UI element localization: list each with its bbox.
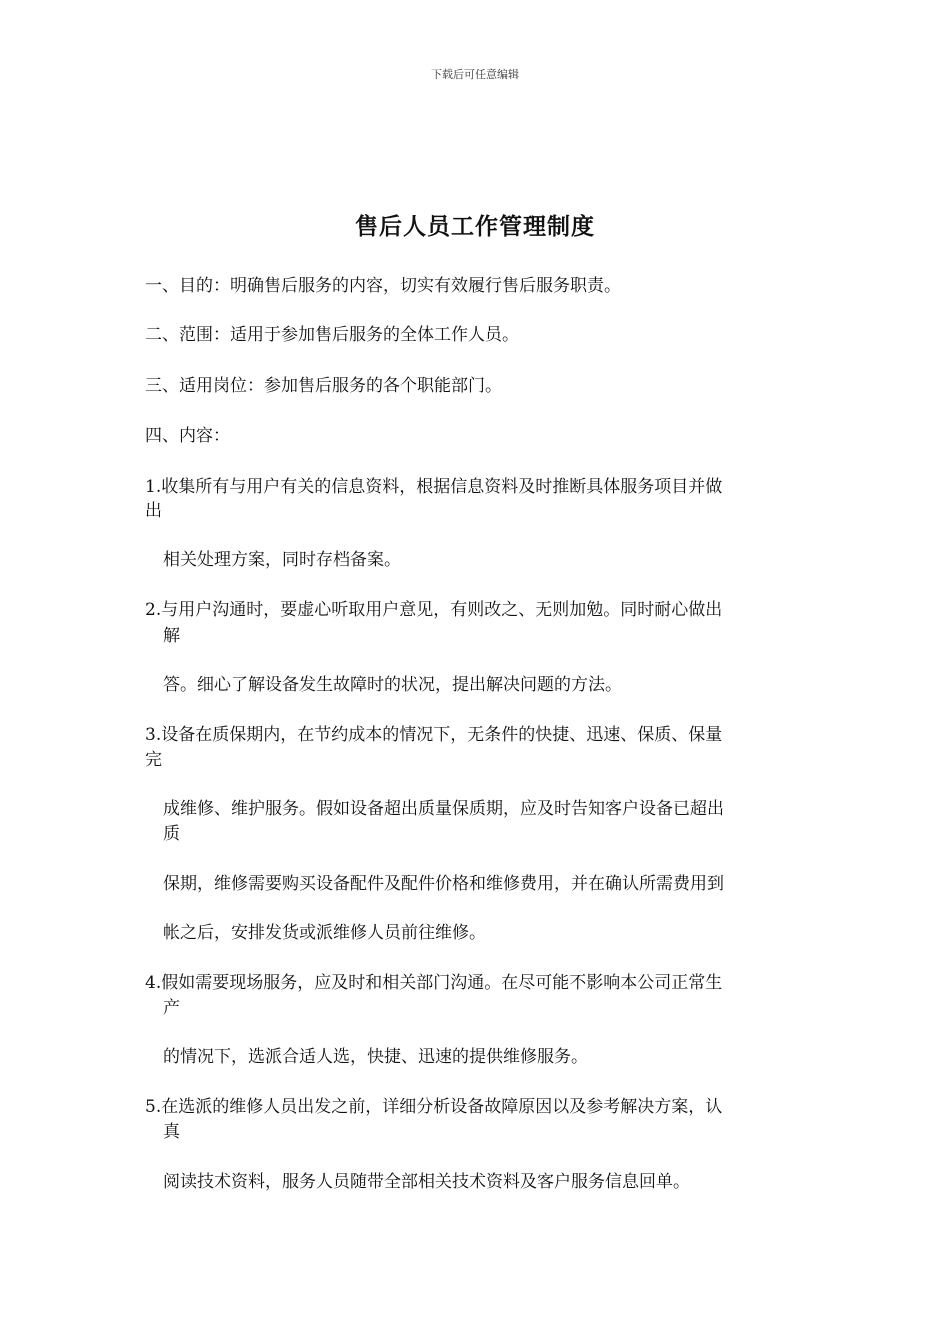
- item-3-line: 3.设备在质保期内，在节约成本的情况下，无条件的快捷、迅速、保质、保量: [145, 725, 723, 745]
- item-2-wrap: 解: [163, 626, 180, 646]
- item-2-line: 2.与用户沟通时，要虚心听取用户意见，有则改之、无则加勉。同时耐心做出: [145, 600, 723, 620]
- document-title: 售后人员工作管理制度: [355, 213, 595, 240]
- section-scope: 二、范围：适用于参加售后服务的全体工作人员。: [145, 325, 519, 345]
- section-positions: 三、适用岗位：参加售后服务的各个职能部门。: [145, 376, 502, 396]
- item-3-wrap: 完: [145, 750, 162, 770]
- item-4-wrap: 产: [163, 998, 180, 1018]
- item-4-line: 4.假如需要现场服务，应及时和相关部门沟通。在尽可能不影响本公司正常生: [145, 973, 723, 993]
- item-3-cont-2: 保期，维修需要购买设备配件及配件价格和维修费用，并在确认所需费用到: [163, 874, 724, 894]
- item-4-cont: 的情况下，选派合适人选，快捷、迅速的提供维修服务。: [163, 1047, 588, 1067]
- item-5-wrap: 真: [163, 1122, 180, 1142]
- item-1-wrap: 出: [145, 501, 162, 521]
- item-1-cont: 相关处理方案，同时存档备案。: [163, 550, 401, 570]
- item-5-cont: 阅读技术资料，服务人员随带全部相关技术资料及客户服务信息回单。: [163, 1172, 690, 1192]
- item-5-line: 5.在选派的维修人员出发之前，详细分析设备故障原因以及参考解决方案，认: [145, 1097, 723, 1117]
- item-3-cont-3: 帐之后，安排发货或派维修人员前往维修。: [163, 923, 486, 943]
- item-2-cont: 答。细心了解设备发生故障时的状况，提出解决问题的方法。: [163, 675, 622, 695]
- item-3-cont-1: 成维修、维护服务。假如设备超出质量保质期，应及时告知客户设备已超出: [163, 799, 724, 819]
- header-note: 下载后可任意编辑: [431, 68, 519, 81]
- item-1-line: 1.收集所有与用户有关的信息资料，根据信息资料及时推断具体服务项目并做: [145, 477, 723, 497]
- section-purpose: 一、目的：明确售后服务的内容，切实有效履行售后服务职责。: [145, 276, 621, 296]
- item-3-cont-1-wrap: 质: [163, 824, 180, 844]
- section-content-heading: 四、内容：: [145, 426, 230, 446]
